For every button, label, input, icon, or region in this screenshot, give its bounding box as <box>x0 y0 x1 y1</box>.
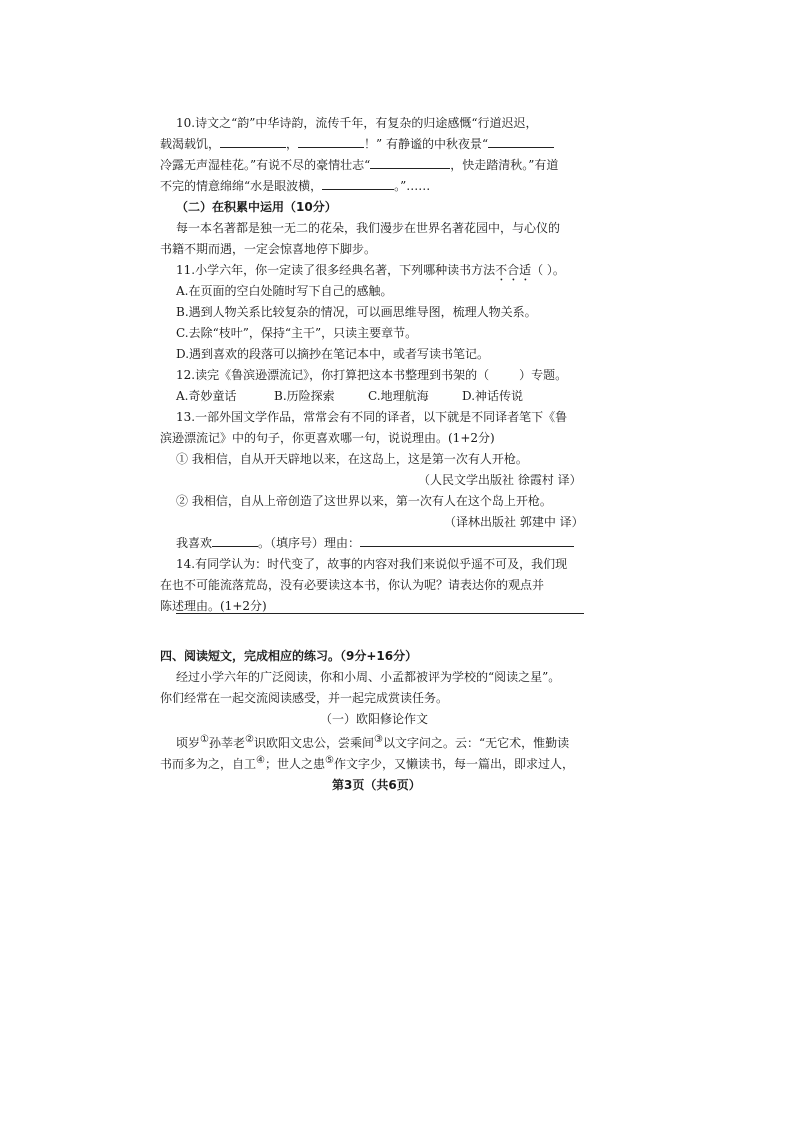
answer-blank[interactable] <box>322 177 394 190</box>
q12-option-b: B.历险探索 <box>274 389 335 403</box>
sec4-subtitle: （一）欧阳修论作文 <box>320 712 429 726</box>
q13-source-1: （人民文学出版社 徐霞村 译） <box>418 473 582 487</box>
answer-blank[interactable] <box>220 135 286 148</box>
q10-line-3: 冷露无声湿桂花。”有说不尽的豪情壮志“ ，快走踏清秋。”有道 <box>160 158 559 172</box>
q11-stem: 11.小学六年，你一定读了很多经典名著，下列哪种读书方法不合适（ ）。 <box>176 263 565 277</box>
q10-line-1: 10.诗文之“韵”中华诗韵，流传千年，有复杂的归途感慨“行道迟迟， <box>176 116 538 130</box>
q11-option-b: B.遇到人物关系比较复杂的情况，可以画思维导图，梳理人物关系。 <box>176 305 537 319</box>
q11-option-d: D.遇到喜欢的段落可以摘抄在笔记本中，或者写读书笔记。 <box>176 347 490 361</box>
q12-option-c: C.地理航海 <box>368 389 429 403</box>
q13-sentence-1: ① 我相信，自从开天辟地以来，在这岛上，这是第一次有人开枪。 <box>176 452 528 466</box>
answer-blank[interactable] <box>370 156 450 169</box>
sec4-passage-line-2: 书而多为之，自工④；世人之患⑤作文字少，又懒读书，每一篇出，即求过人， <box>160 755 574 771</box>
q14-line-2: 在也不可能流落荒岛，没有必要读这本书，你认为呢？请表达你的观点并 <box>160 578 545 592</box>
q10-line-2: 载渴载饥， ， ！” 有静谧的中秋夜景“ <box>160 135 554 153</box>
q10-line-4: 不完的情意绵绵“水是眼波横， 。”…… <box>160 179 431 193</box>
section-2-title: （二）在积累中运用（10分） <box>176 200 337 214</box>
reason-blank[interactable] <box>360 534 574 547</box>
q13-sentence-2: ② 我相信，自从上帝创造了这世界以来，第一次有人在这个岛上开枪。 <box>176 494 552 508</box>
sec4-line-2: 你们经常在一起交流阅读感受，并一起完成赏读任务。 <box>160 691 449 705</box>
q14-line-1: 14.有同学认为：时代变了，故事的内容对我们来说似乎遥不可及，我们现 <box>176 557 568 571</box>
q11-option-a: A.在页面的空白处随时写下自己的感触。 <box>176 284 393 298</box>
answer-blank[interactable] <box>298 135 364 148</box>
q13-line-1: 13.一部外国文学作品，常常会有不同的译者，以下就是不同译者笔下《鲁 <box>176 410 568 424</box>
q13-line-2: 滨逊漂流记》中的句子，你更喜欢哪一句，说说理由。(1+2分) <box>160 431 495 445</box>
intro-line-1: 每一本名著都是独一无二的花朵，我们漫步在世界名著花园中，与心仪的 <box>176 221 561 235</box>
q12-stem: 12.读完《鲁滨逊漂流记》，你打算把这本书整理到书架的（ ）专题。 <box>176 368 568 382</box>
intro-line-2: 书籍不期而遇，一定会惊喜地停下脚步。 <box>160 242 377 256</box>
page-footer: 第3页（共6页） <box>332 778 421 792</box>
q12-option-d: D.神话传说 <box>462 389 524 403</box>
answer-blank[interactable] <box>212 534 258 547</box>
q14-answer-line[interactable] <box>176 613 584 614</box>
sec4-line-1: 经过小学六年的广泛阅读，你和小周、小孟都被评为学校的“阅读之星”。 <box>176 670 561 684</box>
q13-source-2: （译林出版社 郭建中 译） <box>444 515 584 529</box>
q11-option-c: C.去除“枝叶”，保持“主干”，只读主要章节。 <box>176 326 418 340</box>
answer-blank[interactable] <box>488 135 554 148</box>
sec4-passage-line-1: 顷岁①孙莘老②识欧阳文忠公，尝乘间③以文字问之。云：“无它术，惟勤读 <box>176 734 570 750</box>
section-4-title: 四、阅读短文，完成相应的练习。（9分+16分） <box>160 649 418 663</box>
q13-answer-line: 我喜欢 。（填序号）理由： <box>176 534 574 552</box>
q12-option-a: A.奇妙童话 <box>176 389 237 403</box>
q14-line-3: 陈述理由。(1+2分) <box>160 599 267 613</box>
